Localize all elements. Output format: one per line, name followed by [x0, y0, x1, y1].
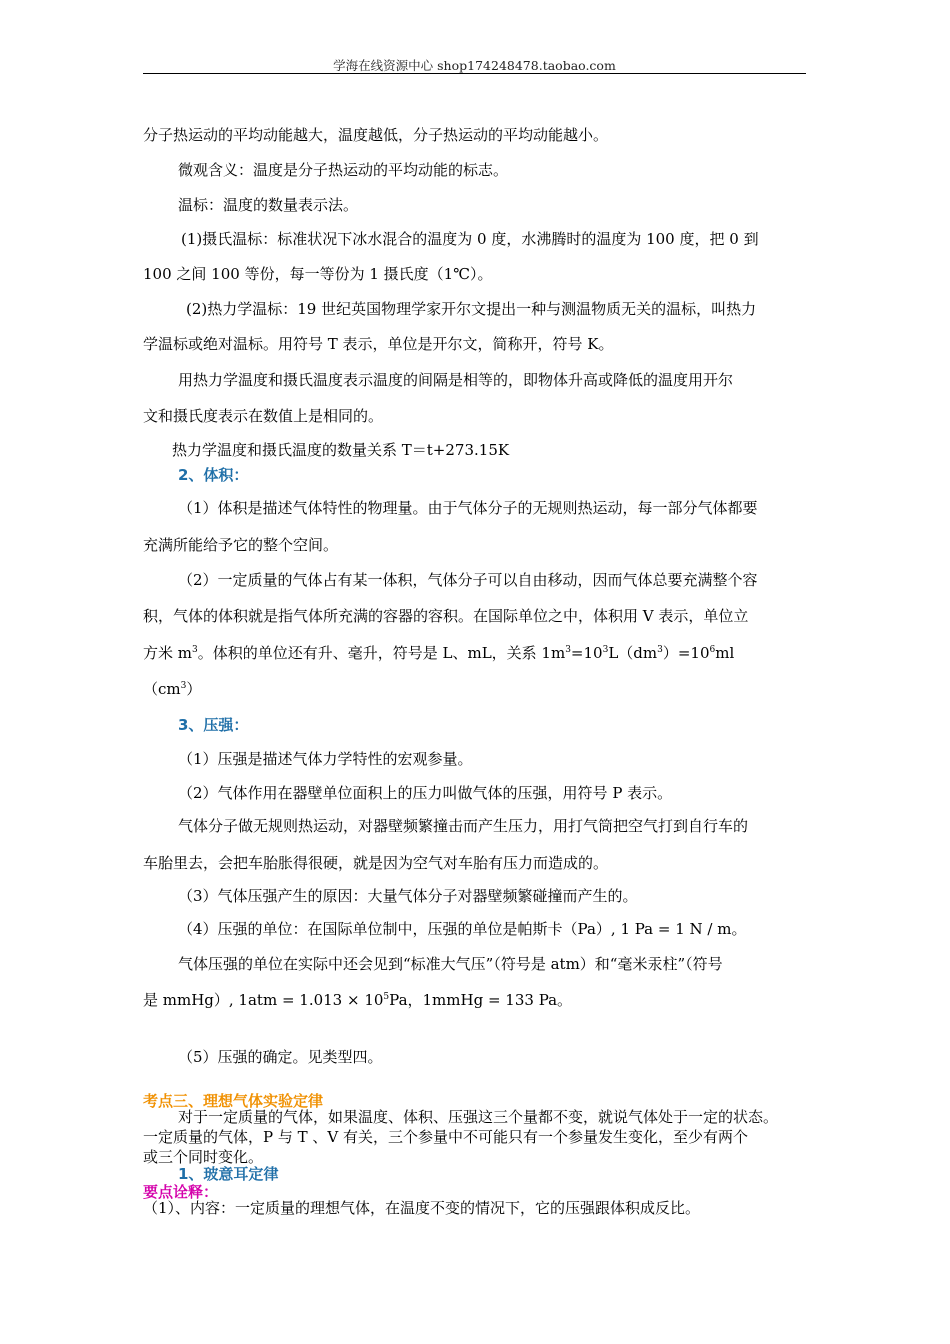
text-line: 积，气体的体积就是指气体所充满的容器的容积。在国际单位之中，体积用 V 表示，单位立 — [143, 607, 749, 625]
header-divider — [143, 73, 806, 74]
text-line: （3）气体压强产生的原因：大量气体分子对器壁频繁碰撞而产生的。 — [178, 887, 638, 905]
text-line: （2）一定质量的气体占有某一体积，气体分子可以自由移动，因而气体总要充满整个容 — [178, 571, 758, 589]
text-line: 微观含义：温度是分子热运动的平均动能的标志。 — [178, 161, 509, 179]
text-line: 充满所能给予它的整个空间。 — [143, 536, 339, 554]
section-heading-volume: 2、体积： — [178, 466, 249, 484]
text-line: 学温标或绝对温标。用符号 T 表示，单位是开尔文，简称开，符号 K。 — [143, 335, 614, 353]
text-line: 或三个同时变化。 — [143, 1148, 264, 1166]
text-line: （1）压强是描述气体力学特性的宏观参量。 — [178, 750, 473, 768]
text-line: 对于一定质量的气体，如果温度、体积、压强这三个量都不变，就说气体处于一定的状态。 — [178, 1108, 779, 1126]
section-heading-ideal-gas: 考点三、理想气体实验定律 — [143, 1092, 324, 1110]
text-line: 气体压强的单位在实际中还会见到“标准大气压”（符号是 atm）和“毫米汞柱”（符号 — [178, 955, 723, 973]
text-line: 100 之间 100 等份，每一等份为 1 摄氏度（1℃）。 — [143, 265, 493, 283]
text-line: 分子热运动的平均动能越大，温度越低，分子热运动的平均动能越小。 — [143, 126, 609, 144]
pressure-units-line: 是 mmHg）, $1atm = 1.013 \times 10^5Pa$，1mmHg = 133 Pa。 — [143, 991, 573, 1009]
text-line: 温标：温度的数量表示法。 — [178, 196, 359, 214]
text-line: （4）压强的单位：在国际单位制中，压强的单位是帕斯卡（Pa）, 1 Pa = 1 N / m。 — [178, 920, 747, 938]
text-line: (2)热力学温标：19 世纪英国物理学家开尔文提出一种与测温物质无关的温标，叫热力 — [186, 300, 757, 318]
key-points-heading: 要点诠释： — [143, 1183, 219, 1201]
page-header: 学海在线资源中心 shop174248478.taobao.com — [333, 58, 616, 73]
volume-units-line-cont: $(cm^3)$ — [143, 680, 202, 698]
text-line: （1）体积是描述气体特性的物理量。由于气体分子的无规则热运动，每一部分气体都要 — [178, 499, 758, 517]
text-line: （5）压强的确定。见类型四。 — [178, 1048, 383, 1066]
text-line: 气体分子做无规则热运动，对器壁频繁撞击而产生压力，用打气筒把空气打到自行车的 — [178, 817, 749, 835]
formula-line: 热力学温度和摄氏温度的数量关系 T＝t+273.15K — [172, 441, 510, 459]
subsection-heading-boyle: 1、玻意耳定律 — [178, 1165, 279, 1183]
text-line: 一定质量的气体，P 与 T 、V 有关，三个参量中不可能只有一个参量发生变化，至少有两个 — [143, 1128, 749, 1146]
text-line: (1)摄氏温标：标准状况下冰水混合的温度为 0 度，水沸腾时的温度为 100 度，把 0 到 — [181, 230, 759, 248]
text-line: （1）、内容：一定质量的理想气体，在温度不变的情况下，它的压强跟体积成反比。 — [143, 1199, 701, 1217]
text-line: 用热力学温度和摄氏温度表示温度的间隔是相等的，即物体升高或降低的温度用开尔 — [178, 371, 734, 389]
section-heading-pressure: 3、压强： — [178, 716, 249, 734]
text-line: 车胎里去，会把车胎胀得很硬，就是因为空气对车胎有压力而造成的。 — [143, 854, 609, 872]
volume-units-line: 方米 $m^3$。体积的单位还有升、毫升，符号是 L、mL，关系 $1m^3=10^3L(dm^3)=10^6ml$ — [143, 644, 735, 662]
text-line: 文和摄氏度表示在数值上是相同的。 — [143, 407, 384, 425]
text-line: （2）气体作用在器壁单位面积上的压力叫做气体的压强，用符号 P 表示。 — [178, 784, 673, 802]
